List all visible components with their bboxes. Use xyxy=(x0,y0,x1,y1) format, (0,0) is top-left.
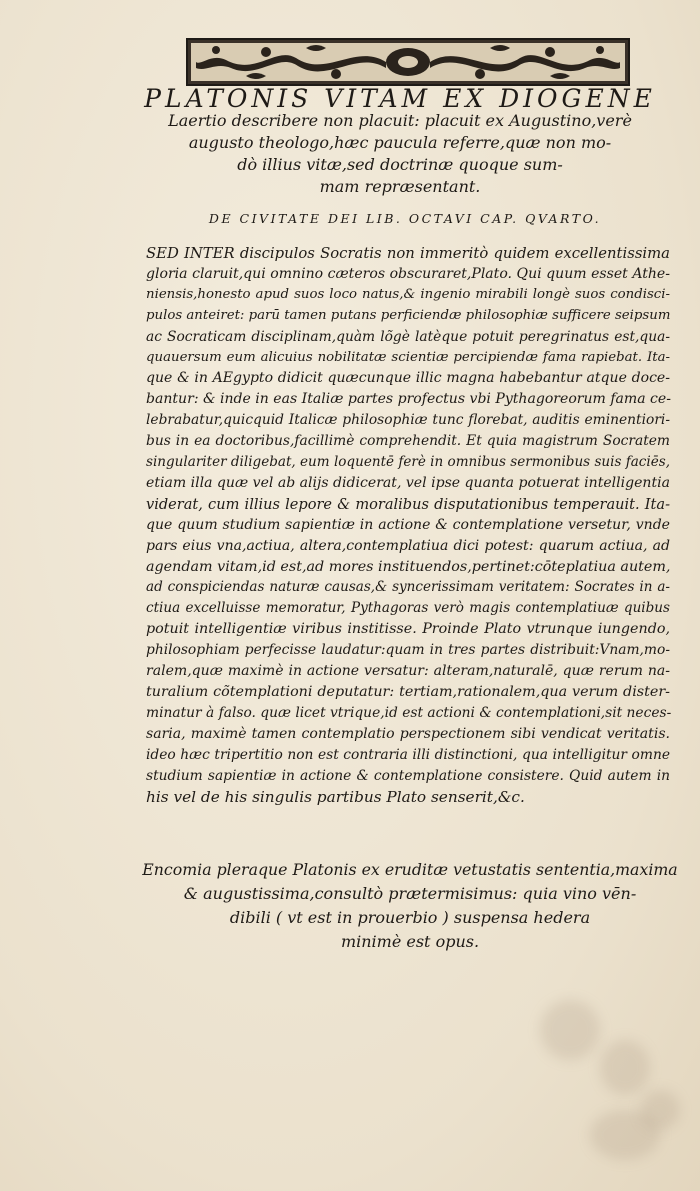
closing-line: minimè est opus. xyxy=(340,932,480,951)
body-text-line: que & in AEgypto didicit quæcunque illic magna habebantur atque doce- xyxy=(146,370,670,387)
body-text-line: ac Socraticam disciplinam,quàm lõgè latèque potuit peregrinatus est,qua- xyxy=(146,328,670,345)
body-text-line: niensis,honesto apud suos loco natus,& ingenio mirabili longè suos condisci- xyxy=(146,286,670,302)
body-text-line: studium sapientiæ in actione & contemplatione consistere. Quid autem in xyxy=(146,767,670,784)
body-text-line: ad conspiciendas naturæ causas,& syncerissimam veritatem: Socrates in a- xyxy=(146,579,670,596)
body-text-line: pars eius vna,actiua, altera,contemplatiua dici potest: quarum actiua, ad xyxy=(146,537,670,554)
body-text-line: philosophiam perfecisse laudatur:quam in tres partes distribuit:Vnam,mo- xyxy=(146,642,670,659)
body-text-line: pulos anteiret: parū tamen putans perficiendæ philosophiæ sufficere seipsum xyxy=(146,307,671,323)
body-text-line: his vel de his singulis partibus Plato senserit,&c. xyxy=(146,788,525,807)
chapter-heading: PLATONIS VITAM EX DIOGENE xyxy=(144,84,656,113)
body-text-line: etiam illa quæ vel ab alijs didicerat, vel ipse quanta potuerat intelligentia xyxy=(146,474,670,491)
water-stain xyxy=(600,1040,650,1095)
closing-line: Encomia pleraque Platonis ex eruditæ vetustatis sententia,maxima xyxy=(142,860,678,879)
body-text-line: saria, maximè tamen contemplatio perspectionem sibi vendicat veritatis. xyxy=(146,725,670,742)
body-text-line: potuit intelligentiæ viribus institisse. Proinde Plato vtrunque iungendo, xyxy=(146,621,670,638)
body-text-line: que quum studium sapientiæ in actione & contemplatione versetur, vnde xyxy=(146,516,670,533)
body-text-line: agendam vitam,id est,ad mores instituendos,pertinet:cōteplatiua autem, xyxy=(146,558,671,575)
body-text-line: ctiua excelluisse memoratur, Pythagoras verò magis contemplatiuæ quibus xyxy=(146,600,670,617)
closing-line: dibili ( vt est in prouerbio ) suspensa hedera xyxy=(229,908,591,927)
body-text-line: viderat, cum illius lepore & moralibus disputationibus temperauit. Ita- xyxy=(146,495,670,513)
floral-headpiece-ornament xyxy=(186,38,630,86)
body-text-line: bus in ea doctoribus,facillimè comprehendit. Et quia magistrum Socratem xyxy=(146,433,670,450)
source-citation: DE CIVITATE DEI LIB. OCTAVI CAP. QVARTO. xyxy=(208,211,602,226)
water-stain xyxy=(540,1000,600,1060)
closing-line: & augustissima,consultò prætermisimus: quia vino vēn- xyxy=(183,884,637,903)
intro-line: mam repræsentant. xyxy=(319,177,481,196)
water-stain xyxy=(640,1090,680,1130)
intro-line: Laertio describere non placuit: placuit ex Augustino,verè xyxy=(168,111,632,130)
body-text-line: minatur à falso. quæ licet vtrique,id est actioni & contemplationi,sit neces- xyxy=(146,704,672,721)
body-text-line: quauersum eum alicuius nobilitatæ scientiæ percipiendæ fama rapiebat. Ita- xyxy=(146,349,670,365)
body-text-line: ralem,quæ maximè in actione versatur: alteram,naturalē, quæ rerum na- xyxy=(146,663,670,679)
intro-line: augusto theologo,hæc paucula referre,quæ non mo- xyxy=(188,133,612,152)
body-text-line: lebrabatur,quicquid Italicæ philosophiæ tunc florebat, auditis eminentiori- xyxy=(146,412,670,429)
body-text-line: singulariter diligebat, eum loquentē ferè in omnibus sermonibus suis faciēs, xyxy=(146,454,670,470)
body-text-line: SED INTER discipulos Socratis non immeritò quidem excellentissima xyxy=(146,245,670,262)
body-text-line: gloria claruit,qui omnino cæteros obscuraret,Plato. Qui quum esset Athe- xyxy=(146,265,670,282)
intro-line: dò illius vitæ,sed doctrinæ quoque sum- xyxy=(237,155,563,174)
body-text-line: ideo hæc tripertitio non est contraria illi distinctioni, qua intelligitur omne xyxy=(146,746,670,763)
body-text-line: bantur: & inde in eas Italiæ partes profectus vbi Pythagoreorum fama ce- xyxy=(146,391,671,408)
body-text-line: turalium cõtemplationi deputatur: tertiam,rationalem,qua verum dister- xyxy=(146,683,670,700)
